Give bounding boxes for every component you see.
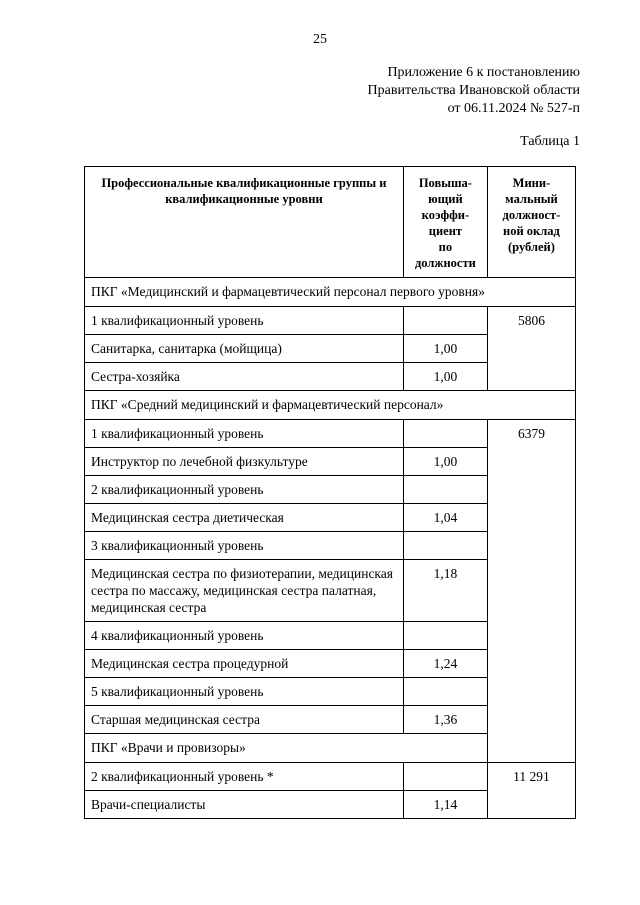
header-coefficient-line: должности — [414, 256, 476, 270]
row-name: Медицинская сестра диетическая — [85, 504, 404, 532]
header-line-3: от 06.11.2024 № 527-п — [447, 101, 580, 116]
row-coefficient: 1,36 — [403, 706, 487, 734]
salary-table — [84, 166, 576, 819]
row-coefficient — [403, 420, 487, 448]
row-coefficient: 1,00 — [403, 363, 487, 391]
row-name: 3 квалификационный уровень — [85, 532, 404, 560]
group-title: ПКГ «Средний медицинский и фармацевтический персонал» — [85, 391, 576, 420]
table-row — [85, 763, 576, 791]
row-coefficient: 1,04 — [403, 504, 487, 532]
row-name: 2 квалификационный уровень — [85, 476, 404, 504]
header-salary-line: мальный — [505, 192, 558, 206]
row-salary: 6379 — [487, 420, 575, 763]
row-name: Инструктор по лечебной физкультуре — [85, 448, 404, 476]
table-row — [85, 420, 576, 448]
row-name: 5 квалификационный уровень — [85, 678, 404, 706]
table-group-row — [85, 278, 576, 307]
table-header-row — [85, 167, 576, 278]
header-salary-line: должност- — [502, 208, 561, 222]
row-name: 1 квалификационный уровень — [85, 307, 404, 335]
row-name: Медицинская сестра по физиотерапии, медицинская сестра по массажу, медицинская сестра палатная, медицинская сестра — [85, 560, 404, 622]
header-coefficient-line: Повыша- — [418, 176, 472, 190]
row-salary: 11 291 — [487, 763, 575, 819]
header-salary-line: ной оклад — [503, 224, 560, 238]
row-name: Медицинская сестра процедурной — [85, 650, 404, 678]
header-line-2: Правительства Ивановской области — [367, 83, 580, 98]
row-name: Старшая медицинская сестра — [85, 706, 404, 734]
header-coefficient-line: ющий — [428, 192, 463, 206]
row-coefficient: 1,14 — [403, 791, 487, 819]
table-group-row — [85, 734, 576, 763]
row-coefficient — [403, 476, 487, 504]
header-line-1: Приложение 6 к постановлению — [387, 65, 580, 80]
row-coefficient: 1,24 — [403, 650, 487, 678]
table-label: Таблица 1 — [520, 134, 580, 149]
row-coefficient — [403, 532, 487, 560]
row-coefficient — [403, 763, 487, 791]
row-coefficient — [403, 622, 487, 650]
page-number: 25 — [313, 32, 327, 47]
row-salary: 5806 — [487, 307, 575, 391]
row-coefficient: 1,18 — [403, 560, 487, 622]
header-coefficient-line: циент — [428, 224, 463, 238]
header-salary-line: (рублей) — [508, 240, 555, 254]
row-name: 1 квалификационный уровень — [85, 420, 404, 448]
row-coefficient: 1,00 — [403, 448, 487, 476]
row-name: 2 квалификационный уровень * — [85, 763, 404, 791]
group-title: ПКГ «Врачи и провизоры» — [85, 734, 576, 763]
table-group-row — [85, 391, 576, 420]
row-name: Врачи-специалисты — [85, 791, 404, 819]
row-name: 4 квалификационный уровень — [85, 622, 404, 650]
header-coefficient-line: коэффи- — [421, 208, 470, 222]
header-qualification-groups: Профессиональные квалификационные группы и квалификационные уровни — [85, 167, 404, 278]
document-header — [368, 64, 580, 118]
header-coefficient — [403, 167, 487, 278]
row-name: Санитарка, санитарка (мойщица) — [85, 335, 404, 363]
row-coefficient — [403, 307, 487, 335]
row-name: Сестра-хозяйка — [85, 363, 404, 391]
row-coefficient — [403, 678, 487, 706]
header-salary-line: Мини- — [512, 176, 551, 190]
table-row — [85, 307, 576, 335]
row-coefficient: 1,00 — [403, 335, 487, 363]
header-coefficient-line: по — [438, 240, 453, 254]
group-title: ПКГ «Медицинский и фармацевтический персонал первого уровня» — [85, 278, 576, 307]
header-salary — [487, 167, 575, 278]
